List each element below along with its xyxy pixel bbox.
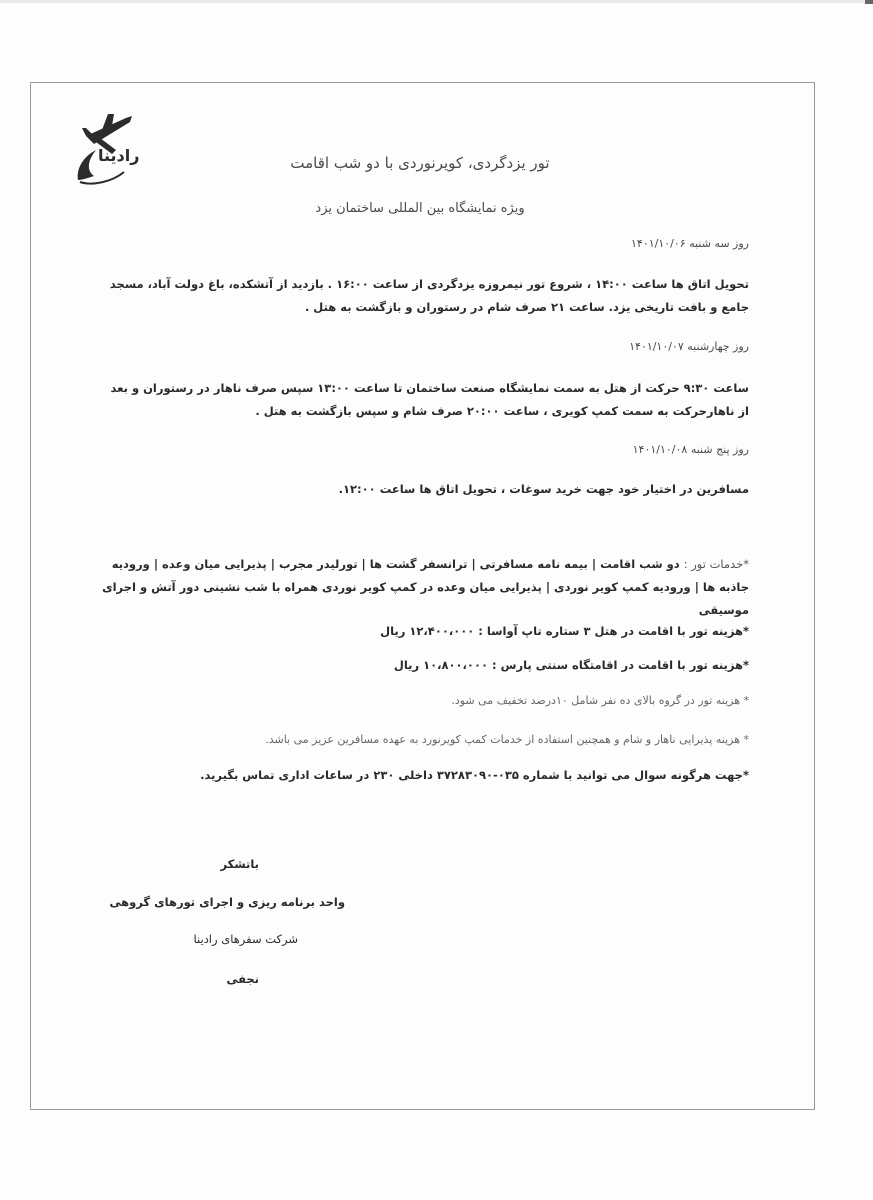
signature-company: شرکت سفرهای رادینا bbox=[193, 932, 298, 946]
company-logo bbox=[72, 110, 138, 186]
day-3-text: مسافرین در اختیار خود جهت خرید سوغات ، تحویل اتاق ها ساعت ۱۲:۰۰. bbox=[338, 482, 749, 496]
note-meals: * هزینه پذیرایی ناهار و شام و همچنین استفاده از خدمات کمپ کویرنورد به عهده مسافرین عزیز می باشد. bbox=[265, 733, 749, 746]
day-1-text: تحویل اتاق ها ساعت ۱۴:۰۰ ، شروع تور نیمروزه یزدگردی از ساعت ۱۶:۰۰ . بازدید از آتشکده، باغ دولت آباد، مسجد جامع و بافت تاریخی یزد. ساعت ۲۱ صرف شام در رستوران و بازگشت به هتل . bbox=[109, 277, 749, 314]
day-1-date: روز سه شنبه ۱۴۰۱/۱۰/۰۶ bbox=[631, 237, 749, 250]
scan-edge bbox=[0, 0, 873, 3]
services-block bbox=[89, 553, 749, 622]
services-label: *خدمات تور : bbox=[683, 557, 749, 571]
signature-unit: واحد برنامه ریزی و اجرای تورهای گروهی bbox=[109, 895, 345, 909]
services-text: دو شب اقامت | بیمه نامه مسافرتی | ترانسفر گشت ها | تورلیدر مجرب | پذیرایی میان وعده | ورودیه جاذبه ها | ورودیه کمپ کویر نوردی | پذیرایی میان وعده در کمپ کویر نوردی همراه با شب نشینی دور آتش و اجرای موسیقی bbox=[102, 557, 749, 617]
logo-text: رادینا bbox=[98, 146, 140, 165]
signature-name: نجفی bbox=[226, 972, 259, 986]
note-group-discount: * هزینه تور در گروه بالای ده نفر شامل ۱۰درصد تخفیف می شود. bbox=[451, 694, 749, 707]
day-2-date: روز چهارشنبه ۱۴۰۱/۱۰/۰۷ bbox=[629, 340, 749, 353]
price-hotel: *هزینه تور با اقامت در هتل ۳ ستاره تاپ آواسا : ۱۲،۴۰۰،۰۰۰ ریال bbox=[380, 624, 749, 638]
day-3-date: روز پنج شنبه ۱۴۰۱/۱۰/۰۸ bbox=[632, 443, 749, 456]
day-2-text: ساعت ۹:۳۰ حرکت از هتل به سمت نمایشگاه صنعت ساختمان تا ساعت ۱۳:۰۰ سپس صرف ناهار در رستوران و بعد از ناهارحرکت به سمت کمپ کویری ، ساعت ۲۰:۰۰ صرف شام و سپس بازگشت به هتل . bbox=[110, 381, 749, 418]
contact-info: *جهت هرگونه سوال می توانید با شماره ۰۳۵-۳۷۲۸۳۰۹۰ داخلی ۲۳۰ در ساعات اداری تماس بگیرید. bbox=[200, 768, 749, 782]
document-title: تور یزدگردی، کویرنوردی با دو شب اقامت bbox=[290, 154, 550, 172]
document-subtitle: ویژه نمایشگاه بین المللی ساختمان یزد bbox=[315, 201, 525, 216]
signature-thanks: باتشکر bbox=[220, 857, 259, 871]
scan-corner-mark bbox=[865, 0, 873, 4]
price-traditional-lodge: *هزینه تور با اقامت در اقامتگاه سنتی پارس : ۱۰،۸۰۰،۰۰۰ ریال bbox=[393, 658, 749, 672]
